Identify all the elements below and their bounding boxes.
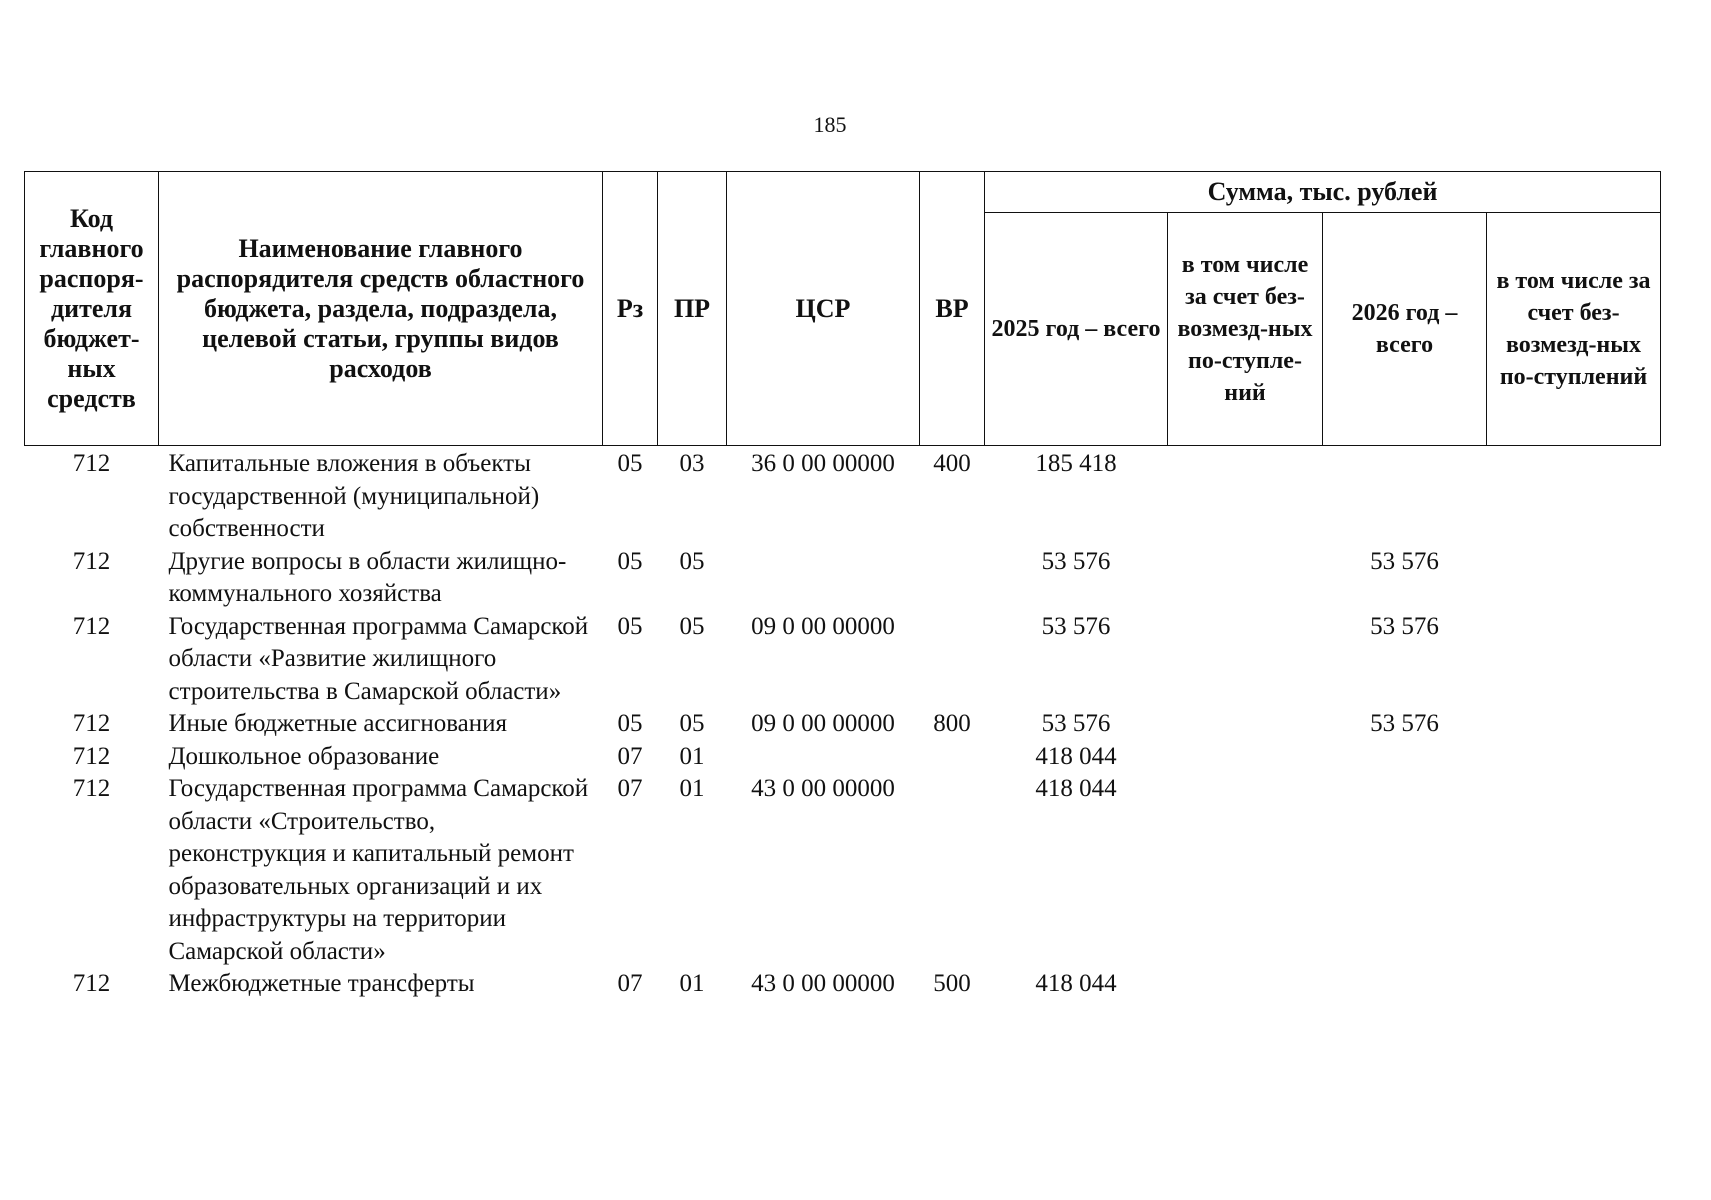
- cell-rz: 07: [617, 775, 643, 802]
- cell-vr: [920, 773, 985, 968]
- cell-pr: 03: [679, 450, 705, 477]
- cell-grants-2026: [1487, 773, 1661, 968]
- table-row: [25, 741, 1661, 774]
- cell-total-2025: 185 418: [1035, 450, 1117, 477]
- cell-code: 712: [72, 612, 111, 640]
- header-name: Наименование главного распорядителя средств областного бюджета, раздела, подраздела, целевой статьи, группы видов расходов: [159, 172, 603, 446]
- cell-name: Капитальные вложения в объекты государственной (муниципальной) собственности: [168, 450, 540, 542]
- header-grants-2025: в том числе за счет без-возмезд-ных по-ступле-ний: [1168, 213, 1323, 446]
- cell-code: 712: [72, 775, 111, 802]
- cell-grants-2026: [1487, 968, 1661, 1001]
- cell-total-2026: [1323, 773, 1487, 968]
- page-number: 185: [813, 112, 847, 137]
- cell-grants-2026: [1487, 446, 1661, 546]
- cell-vr: [920, 546, 985, 611]
- cell-code: 712: [72, 547, 111, 575]
- cell-name: Государственная программа Самарской области «Строительство, реконструкция и капитальный ремонт образовательных организаций и их инфраструктуры на территории Самарской области»: [168, 775, 589, 965]
- header-total-2025: 2025 год – всего: [985, 213, 1168, 446]
- cell-rz: 05: [617, 450, 643, 477]
- cell-code: 712: [72, 970, 111, 997]
- header-csr: ЦСР: [727, 172, 920, 446]
- cell-grants-2025: [1168, 546, 1323, 611]
- header-pr: ПР: [658, 172, 727, 446]
- cell-code: 712: [72, 710, 111, 737]
- cell-pr: 01: [679, 775, 705, 802]
- cell-total-2026: [1323, 968, 1487, 1001]
- cell-total-2026: 53 576: [1370, 612, 1439, 640]
- cell-csr: [727, 546, 920, 611]
- cell-rz: 07: [617, 970, 643, 997]
- header-total-2026: 2026 год – всего: [1323, 213, 1487, 446]
- cell-rz: 05: [617, 547, 643, 575]
- cell-name: Межбюджетные трансферты: [168, 970, 475, 997]
- table-row: [25, 546, 1661, 611]
- cell-name: Государственная программа Самарской области «Развитие жилищного строительства в Самарской области»: [168, 612, 589, 705]
- cell-total-2025: 53 576: [1041, 710, 1111, 737]
- header-grants-2026: в том числе за счет без-возмезд-ных по-ступлений: [1487, 213, 1661, 446]
- cell-pr: 05: [679, 547, 705, 575]
- table-row: [25, 446, 1661, 546]
- table-row: [25, 968, 1661, 1001]
- header-vr: ВР: [920, 172, 985, 446]
- cell-vr: [920, 611, 985, 709]
- cell-total-2026: 53 576: [1370, 710, 1439, 737]
- cell-csr: 09 0 00 00000: [751, 710, 895, 737]
- cell-grants-2025: [1168, 446, 1323, 546]
- cell-grants-2025: [1168, 968, 1323, 1001]
- cell-grants-2026: [1487, 708, 1661, 741]
- cell-code: 712: [72, 450, 111, 477]
- cell-grants-2026: [1487, 611, 1661, 709]
- cell-name: Другие вопросы в области жилищно-коммунального хозяйства: [168, 547, 567, 607]
- cell-code: 712: [72, 742, 111, 770]
- cell-grants-2025: [1168, 708, 1323, 741]
- cell-rz: 05: [617, 710, 643, 737]
- cell-rz: 05: [617, 612, 643, 640]
- cell-csr: 43 0 00 00000: [751, 775, 895, 802]
- table-row: [25, 773, 1661, 968]
- cell-csr: 36 0 00 00000: [751, 450, 895, 477]
- cell-grants-2026: [1487, 546, 1661, 611]
- cell-pr: 05: [679, 612, 705, 640]
- cell-vr: 800: [933, 710, 971, 737]
- table-body: [25, 446, 1661, 1001]
- header-code: Код главного распоря-дителя бюджет-ных средств: [25, 172, 159, 446]
- cell-total-2026: 53 576: [1370, 547, 1439, 575]
- cell-grants-2025: [1168, 741, 1323, 774]
- cell-vr: 500: [933, 970, 971, 997]
- cell-grants-2026: [1487, 741, 1661, 774]
- cell-total-2026: [1323, 446, 1487, 546]
- table-row: [25, 708, 1661, 741]
- cell-grants-2025: [1168, 611, 1323, 709]
- cell-pr: 01: [679, 970, 705, 997]
- cell-total-2025: 418 044: [1035, 742, 1117, 770]
- cell-csr: 43 0 00 00000: [751, 970, 895, 997]
- cell-total-2025: 53 576: [1041, 612, 1111, 640]
- cell-total-2026: [1323, 741, 1487, 774]
- budget-table: [24, 171, 1661, 1001]
- cell-csr: [727, 741, 920, 774]
- header-rz: Рз: [603, 172, 658, 446]
- cell-grants-2025: [1168, 773, 1323, 968]
- cell-pr: 05: [679, 710, 705, 737]
- cell-pr: 01: [679, 742, 705, 770]
- table-row: [25, 611, 1661, 709]
- header-sum: Сумма, тыс. рублей: [985, 172, 1661, 213]
- cell-rz: 07: [617, 742, 643, 770]
- cell-csr: 09 0 00 00000: [751, 612, 895, 640]
- cell-vr: 400: [933, 450, 971, 477]
- cell-total-2025: 418 044: [1035, 970, 1117, 997]
- cell-total-2025: 53 576: [1041, 547, 1111, 575]
- cell-name: Дошкольное образование: [168, 742, 440, 770]
- cell-total-2025: 418 044: [1035, 775, 1117, 802]
- cell-name: Иные бюджетные ассигнования: [168, 710, 508, 737]
- cell-vr: [920, 741, 985, 774]
